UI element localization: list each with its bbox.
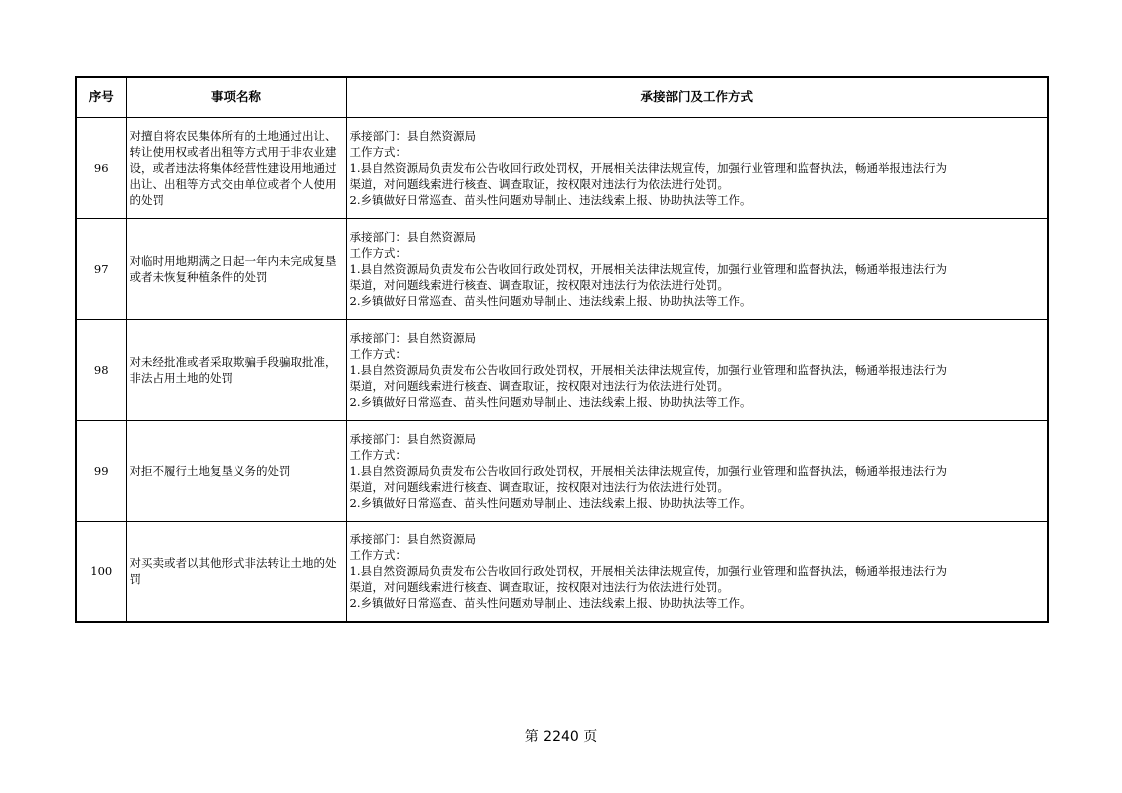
item-1-line-a: 1.县自然资源局负责发布公告收回行政处罚权，开展相关法律法规宣传，加强行业管理和监督执法，畅通举报违法行为 [349, 160, 947, 175]
row-item-name [126, 521, 346, 622]
row-department-method [346, 218, 1048, 319]
header-item-name: 事项名称 [126, 77, 346, 117]
item-1-line-b: 渠道，对问题线索进行核查、调查取证，按权限对违法行为依法进行处罚。 [349, 378, 729, 393]
department-line: 承接部门：县自然资源局 [349, 431, 476, 446]
item-1-line-a: 1.县自然资源局负责发布公告收回行政处罚权，开展相关法律法规宣传，加强行业管理和监督执法，畅通举报违法行为 [349, 564, 947, 579]
table-row [76, 521, 1048, 622]
item-name-text: 对临时用地期满之日起一年内未完成复垦或者未恢复种植条件的处罚 [129, 253, 337, 284]
item-1-line-b: 渠道，对问题线索进行核查、调查取证，按权限对违法行为依法进行处罚。 [349, 479, 729, 494]
row-serial-number: 98 [76, 319, 126, 420]
row-item-name [126, 218, 346, 319]
header-serial-number: 序号 [76, 77, 126, 117]
table-header-row [76, 77, 1048, 117]
item-2-line: 2.乡镇做好日常巡查、苗头性问题劝导制止、违法线索上报、协助执法等工作。 [349, 495, 752, 510]
table-row [76, 218, 1048, 319]
item-name-text: 对买卖或者以其他形式非法转让土地的处罚 [129, 556, 337, 587]
row-serial-number: 100 [76, 521, 126, 622]
row-department-method [346, 117, 1048, 218]
department-line: 承接部门：县自然资源局 [349, 330, 476, 345]
table-row [76, 420, 1048, 521]
item-2-line: 2.乡镇做好日常巡查、苗头性问题劝导制止、违法线索上报、协助执法等工作。 [349, 293, 752, 308]
row-item-name [126, 319, 346, 420]
item-2-line: 2.乡镇做好日常巡查、苗头性问题劝导制止、违法线索上报、协助执法等工作。 [349, 596, 752, 611]
item-1-line-a: 1.县自然资源局负责发布公告收回行政处罚权，开展相关法律法规宣传，加强行业管理和监督执法，畅通举报违法行为 [349, 463, 947, 478]
row-department-method [346, 521, 1048, 622]
item-1-line-b: 渠道，对问题线索进行核查、调查取证，按权限对违法行为依法进行处罚。 [349, 277, 729, 292]
department-line: 承接部门：县自然资源局 [349, 532, 476, 547]
work-mode-line: 工作方式： [349, 346, 407, 361]
row-serial-number: 96 [76, 117, 126, 218]
work-mode-line: 工作方式： [349, 447, 407, 462]
work-mode-line: 工作方式： [349, 245, 407, 260]
items-table [75, 76, 1049, 623]
header-department-method: 承接部门及工作方式 [346, 77, 1048, 117]
row-department-method [346, 319, 1048, 420]
item-2-line: 2.乡镇做好日常巡查、苗头性问题劝导制止、违法线索上报、协助执法等工作。 [349, 192, 752, 207]
item-1-line-b: 渠道，对问题线索进行核查、调查取证，按权限对违法行为依法进行处罚。 [349, 580, 729, 595]
item-1-line-a: 1.县自然资源局负责发布公告收回行政处罚权，开展相关法律法规宣传，加强行业管理和监督执法，畅通举报违法行为 [349, 261, 947, 276]
row-department-method [346, 420, 1048, 521]
page-number: 第 2240 页 [524, 729, 598, 745]
item-1-line-b: 渠道，对问题线索进行核查、调查取证，按权限对违法行为依法进行处罚。 [349, 176, 729, 191]
table-row [76, 117, 1048, 218]
row-item-name [126, 420, 346, 521]
item-name-text: 对未经批准或者采取欺骗手段骗取批准，非法占用土地的处罚 [129, 354, 337, 385]
row-serial-number: 97 [76, 218, 126, 319]
item-name-text: 对擅自将农民集体所有的土地通过出让、转让使用权或者出租等方式用于非农业建设，或者违法将集体经营性建设用地通过出让、出租等方式交由单位或者个人使用的处罚 [129, 128, 337, 207]
row-serial-number: 99 [76, 420, 126, 521]
item-name-text: 对拒不履行土地复垦义务的处罚 [129, 463, 291, 478]
work-mode-line: 工作方式： [349, 144, 407, 159]
work-mode-line: 工作方式： [349, 548, 407, 563]
row-item-name [126, 117, 346, 218]
department-line: 承接部门：县自然资源局 [349, 229, 476, 244]
item-1-line-a: 1.县自然资源局负责发布公告收回行政处罚权，开展相关法律法规宣传，加强行业管理和监督执法，畅通举报违法行为 [349, 362, 947, 377]
table-row [76, 319, 1048, 420]
department-line: 承接部门：县自然资源局 [349, 128, 476, 143]
item-2-line: 2.乡镇做好日常巡查、苗头性问题劝导制止、违法线索上报、协助执法等工作。 [349, 394, 752, 409]
